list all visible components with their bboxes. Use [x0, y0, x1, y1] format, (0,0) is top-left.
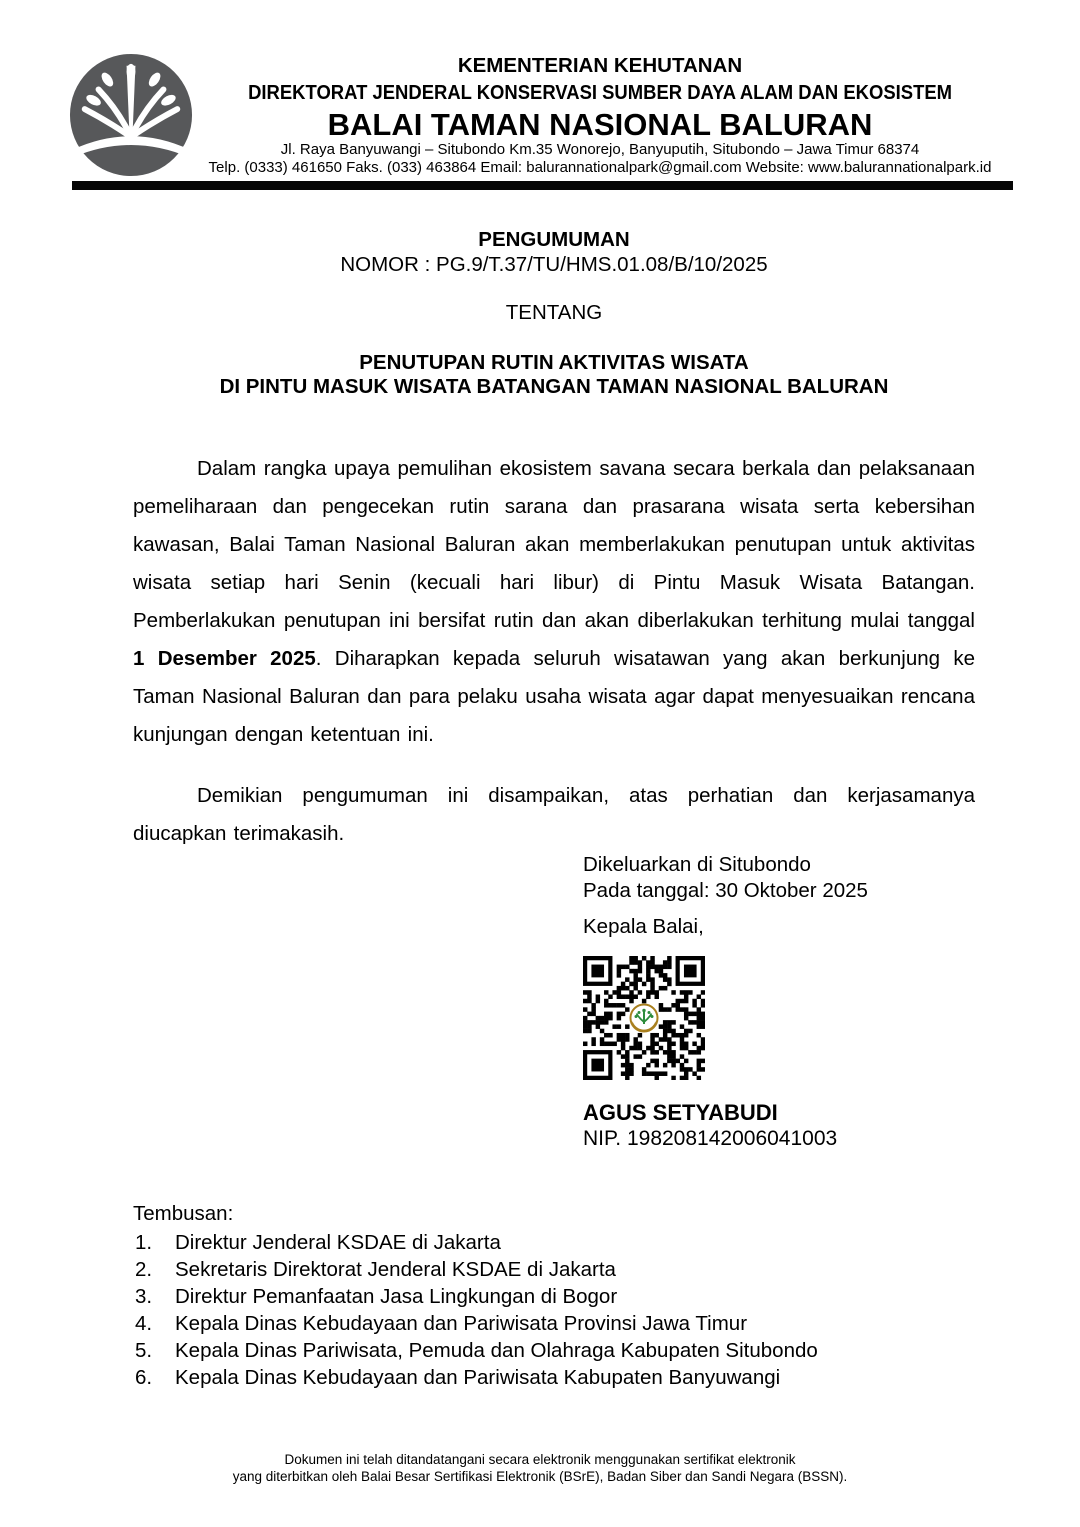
office-address: Jl. Raya Banyuwangi – Situbondo Km.35 Wonorejo, Banyuputih, Situbondo – Jawa Timur 68374 — [280, 141, 920, 158]
office-name: BALAI TAMAN NASIONAL BALURAN — [327, 107, 873, 142]
doc-number: NOMOR : PG.9/T.37/TU/HMS.01.08/B/10/2025 — [340, 252, 768, 276]
tembusan-item: Kepala Dinas Kebudayaan dan Pariwisata Kabupaten Banyuwangi — [175, 1366, 781, 1389]
ministry-name: KEMENTERIAN KEHUTANAN — [457, 54, 743, 77]
tembusan-label: Tembusan: — [133, 1202, 234, 1225]
issued-date: Pada tanggal: 30 Oktober 2025 — [583, 878, 868, 902]
tembusan-list — [133, 1229, 975, 1391]
signature-block — [583, 852, 1003, 1152]
title-block — [133, 228, 975, 277]
tembusan-item: Sekretaris Direktorat Jenderal KSDAE di Jakarta — [175, 1258, 616, 1281]
about-label: TENTANG — [505, 301, 603, 324]
tembusan-item: Direktur Jenderal KSDAE di Jakarta — [175, 1231, 501, 1254]
paragraph-text: . Diharapkan kepada seluruh wisatawan yang akan berkunjung ke Taman Nasional Baluran dan para pelaku usaha wisata agar dapat menyesuaikan rencana kunjungan dengan ketentuan ini. — [133, 647, 975, 746]
paragraph-closing: Demikian pengumuman ini disampaikan, atas perhatian dan kerjasamanya diucapkan terimakasih. — [133, 784, 975, 845]
tembusan-item: Kepala Dinas Pariwisata, Pemuda dan Olahraga Kabupaten Situbondo — [175, 1339, 818, 1362]
doc-title: PENGUMUMAN — [478, 228, 630, 251]
issued-place: Dikeluarkan di Situbondo — [583, 853, 811, 876]
subject-line-1: PENUTUPAN RUTIN AKTIVITAS WISATA — [359, 351, 749, 374]
tembusan-block — [133, 1200, 975, 1391]
kementerian-kehutanan-logo — [68, 52, 194, 178]
tembusan-item: Direktur Pemanfaatan Jasa Lingkungan di Bogor — [175, 1285, 618, 1308]
paragraph-text: Dalam rangka upaya pemulihan ekosistem savana secara berkala dan pelaksanaan pemeliharaan dan pengecekan rutin sarana dan prasarana wisata serta kebersihan kawasan, Balai Taman Nasional Baluran akan memberlakukan penutupan untuk aktivitas wisata setiap hari Senin (kecuali hari libur) di Pintu Masuk Wisata Batangan. Pemberlakukan penutupan ini bersifat rutin dan akan diberlakukan terhitung mulai tanggal — [133, 457, 975, 632]
paragraph-opening — [133, 450, 975, 754]
digital-signature-qr — [583, 956, 705, 1080]
footer-line-2: yang diterbitkan oleh Balai Besar Sertifikasi Elektronik (BSrE), Badan Siber dan Sandi Negara (BSSN). — [232, 1469, 848, 1484]
tembusan-item: Kepala Dinas Kebudayaan dan Pariwisata Provinsi Jawa Timur — [175, 1312, 748, 1335]
signer-name: AGUS SETYABUDI — [583, 1099, 778, 1125]
effective-date-bold: 1 Desember 2025 — [133, 647, 316, 670]
subject-line-2: DI PINTU MASUK WISATA BATANGAN TAMAN NASIONAL BALURAN — [219, 374, 889, 398]
footer — [0, 1451, 1080, 1485]
letterhead — [186, 52, 1014, 176]
signer-nip: NIP. 198208142006041003 — [583, 1126, 838, 1150]
qr-center-logo-icon — [629, 1003, 659, 1033]
office-contact: Telp. (0333) 461650 Faks. (033) 463864 Email: balurannationalpark@gmail.com Website: www.balurannationalpark.id — [208, 158, 992, 176]
footer-line-1: Dokumen ini telah ditandatangani secara elektronik menggunakan sertifikat elektronik — [284, 1452, 796, 1467]
signer-title: Kepala Balai, — [583, 915, 704, 938]
directorate-name: DIREKTORAT JENDERAL KONSERVASI SUMBER DAYA ALAM DAN EKOSISTEM — [248, 81, 952, 104]
letterhead-rule — [72, 181, 1013, 190]
subject-block — [133, 351, 975, 398]
